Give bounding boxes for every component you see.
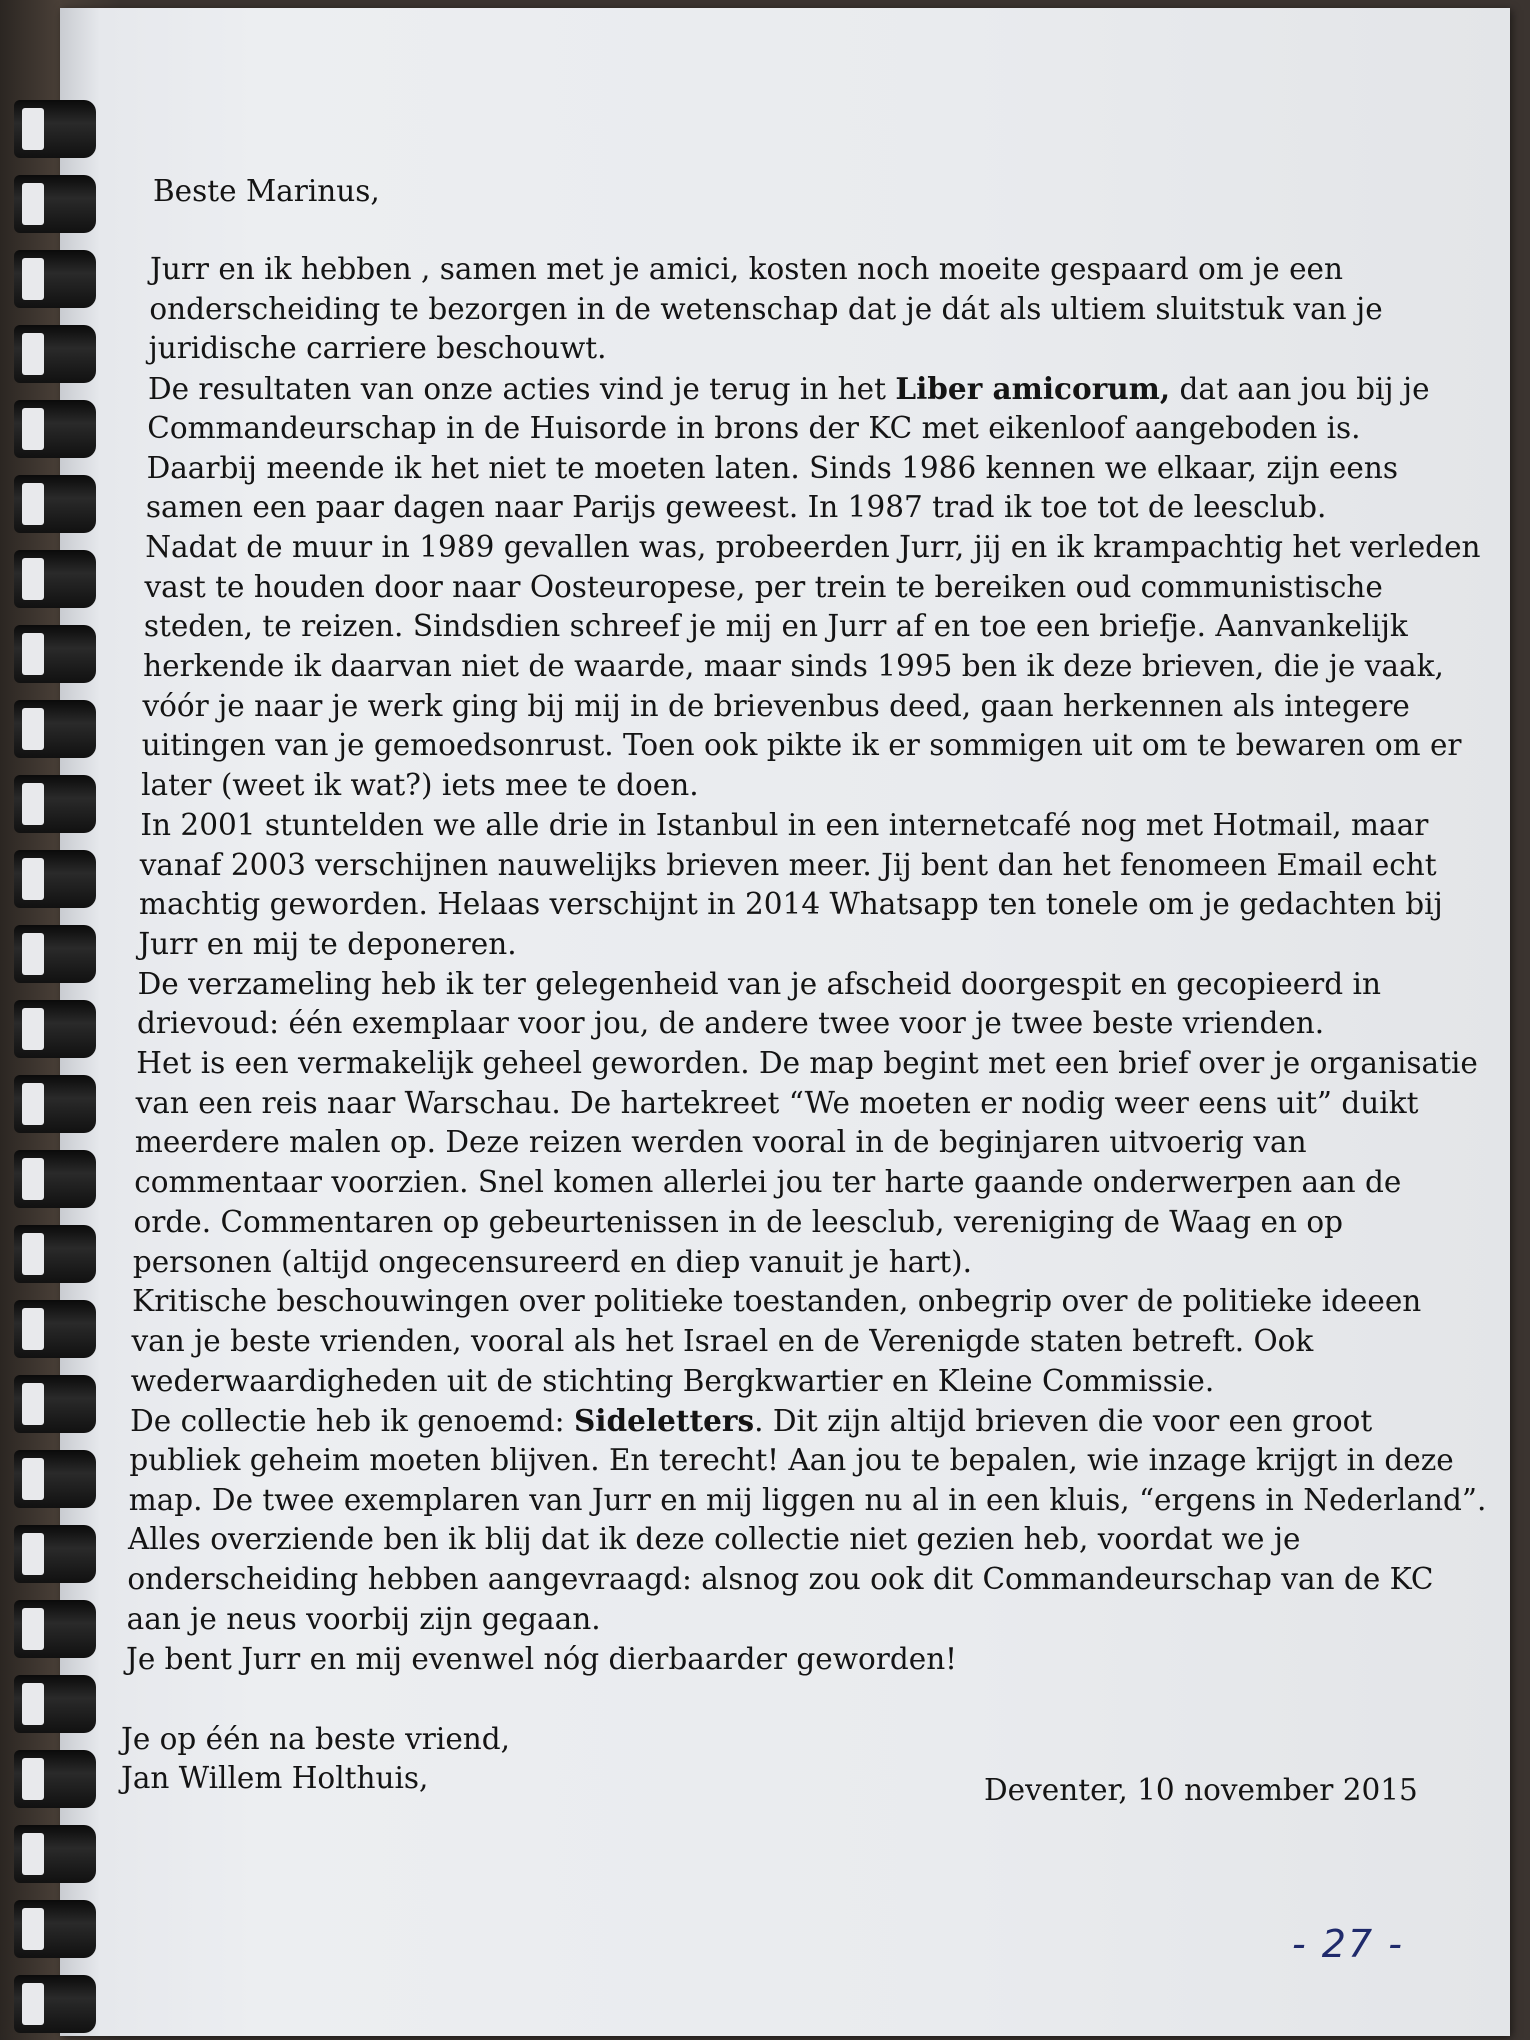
line-text: . Dit zijn altijd brieven die voor een groot — [754, 1404, 1373, 1439]
line-text: van een reis naar Warschau. De hartekreet “We moeten er nodig weer eens uit” duikt — [135, 1085, 1419, 1120]
letter-line — [129, 1441, 1453, 1481]
letter-line — [144, 607, 1408, 647]
line-text: Kritische beschouwingen over politieke toestanden, onbegrip over de politieke ideeen — [132, 1284, 1422, 1319]
letter-line — [134, 1163, 1401, 1203]
place-date: Deventer, 10 november 2015 — [984, 1773, 1418, 1807]
letter-line — [138, 925, 516, 965]
line-text: steden, te reizen. Sindsdien schreef je mij en Jurr af en toe een briefje. Aanvankelijk — [143, 609, 1408, 644]
line-text: personen (altijd ongecensureerd en diep vanuit je hart). — [132, 1244, 973, 1279]
letter-line — [138, 965, 1381, 1005]
line-text: In 2001 stuntelden we alle drie in Istanbul in een internetcafé nog met Hotmail, maar — [140, 807, 1429, 842]
line-text: map. De twee exemplaren van Jurr en mij liggen nu al in een kluis, “ergens in Nederland”. — [128, 1482, 1487, 1517]
greeting: Beste Marinus, — [153, 174, 380, 208]
line-text: Jurr en ik hebben , samen met je amici, kosten noch moeite gespaard om je een — [150, 252, 1343, 286]
letter-line — [149, 290, 1382, 330]
letter-line — [142, 726, 1462, 766]
letter-line — [135, 1123, 1307, 1163]
letter-line — [128, 1520, 1300, 1560]
line-text: Jurr en mij te deponeren. — [138, 926, 517, 961]
letter-line — [136, 1084, 1419, 1124]
line-text: vóór je naar je werk ging bij mij in de brievenbus deed, gaan herkennen als integere — [142, 688, 1410, 723]
letter-line — [150, 250, 1343, 290]
letter-line — [137, 1004, 1324, 1044]
line-text: drievoud: één exemplaar voor jou, de andere twee voor je twee beste vrienden. — [136, 1006, 1325, 1041]
signature: Jan Willem Holthuis, — [121, 1761, 429, 1795]
letter-line — [139, 885, 1443, 925]
letter-line — [148, 369, 1430, 410]
letter-line — [134, 1203, 1343, 1243]
letter-line — [145, 568, 1383, 608]
letter-line — [132, 1282, 1421, 1322]
letter-line — [127, 1600, 601, 1640]
line-text: Alles overziende ben ik blij dat ik deze collectie niet gezien heb, voordat we je — [128, 1522, 1301, 1557]
letter-line — [147, 449, 1398, 489]
bold-text: Liber amicorum, — [895, 371, 1171, 407]
line-text: juridische carriere beschouwt. — [148, 331, 607, 366]
line-text: meerdere malen op. Deze reizen werden vooral in de beginjaren uitvoerig van — [134, 1125, 1307, 1160]
line-text: De collectie heb ik genoemd: — [130, 1404, 574, 1439]
line-text: aan je neus voorbij zijn gegaan. — [126, 1601, 601, 1636]
line-text: Nadat de muur in 1989 gevallen was, probeerden Jurr, jij en ik krampachtig het verleden — [145, 529, 1481, 564]
line-text: van je beste vrienden, vooral als het Israel en de Verenigde staten betreft. Ook — [131, 1323, 1314, 1358]
line-text: Het is een vermakelijk geheel geworden. De map begint met een brief over je organisatie — [136, 1046, 1478, 1080]
line-text: herkende ik daarvan niet de waarde, maar sinds 1995 ben ik deze brieven, die je vaak, — [143, 649, 1444, 683]
line-text: vanaf 2003 verschijnen nauwelijks brieven meer. Jij bent dan het fenomeen Email echt — [139, 847, 1437, 882]
letter-line — [146, 488, 1326, 528]
line-text: commentaar voorzien. Snel komen allerlei jou ter harte gaande onderwerpen aan de — [134, 1165, 1402, 1200]
letter-line — [140, 846, 1437, 886]
line-text: publiek geheim moeten blijven. En terecht! Aan jou te bepalen, wie inzage krijgt in deze — [129, 1443, 1454, 1477]
line-text: wederwaardigheden uit de stichting Bergkwartier en Kleine Commissie. — [130, 1363, 1215, 1398]
letter-line — [133, 1243, 972, 1283]
letter-line — [126, 1640, 957, 1680]
letter-line — [141, 766, 699, 806]
line-text: vast te houden door naar Oosteuropese, per trein te bereiken oud communistische — [144, 569, 1383, 604]
letter-line — [130, 1401, 1372, 1442]
letter-line — [129, 1481, 1487, 1521]
line-text: dat aan jou bij je — [1170, 372, 1430, 407]
page-number: - 27 - — [1292, 1922, 1404, 1966]
line-text: onderscheiding hebben aangevraagd: alsnog zou ook dit Commandeurschap van de KC — [127, 1562, 1434, 1597]
bold-text: Sideletters — [574, 1403, 755, 1439]
line-text: machtig geworden. Helaas verschijnt in 2014 Whatsapp ten tonele om je gedachten bij — [139, 887, 1443, 922]
letter-line — [131, 1322, 1313, 1362]
line-text: De verzameling heb ik ter gelegenheid van je afscheid doorgespit en gecopieerd in — [137, 966, 1381, 1001]
line-text: Je bent Jurr en mij evenwel nóg dierbaarder geworden! — [126, 1641, 958, 1676]
line-text: later (weet ik wat?) iets mee te doen. — [141, 768, 699, 803]
letter-line — [142, 687, 1409, 727]
letter-line — [149, 329, 607, 369]
line-text: De resultaten van onze acties vind je terug in het — [147, 372, 896, 407]
line-text: orde. Commentaren op gebeurtenissen in de leesclub, vereniging de Waag en op — [133, 1204, 1343, 1239]
closing: Je op één na beste vriend, — [121, 1722, 511, 1756]
line-text: onderscheiding te bezorgen in de wetenschap dat je dát als ultiem sluitstuk van je — [149, 291, 1383, 326]
letter-line — [145, 528, 1480, 568]
letter-line — [131, 1362, 1214, 1402]
letter-line — [140, 806, 1428, 846]
line-text: Commandeurschap in de Huisorde in brons der KC met eikenloof aangeboden is. — [147, 410, 1361, 445]
line-text: Daarbij meende ik het niet te moeten laten. Sinds 1986 kennen we elkaar, zijn eens — [146, 450, 1398, 485]
letter-line — [143, 647, 1444, 687]
letter-line — [127, 1560, 1433, 1600]
letter-line — [136, 1044, 1478, 1084]
letter-line — [147, 409, 1360, 449]
line-text: samen een paar dagen naar Parijs geweest. In 1987 trad ik toe tot de leesclub. — [145, 490, 1327, 525]
line-text: uitingen van je gemoedsonrust. Toen ook pikte ik er sommigen uit om te bewaren om er — [141, 728, 1462, 763]
